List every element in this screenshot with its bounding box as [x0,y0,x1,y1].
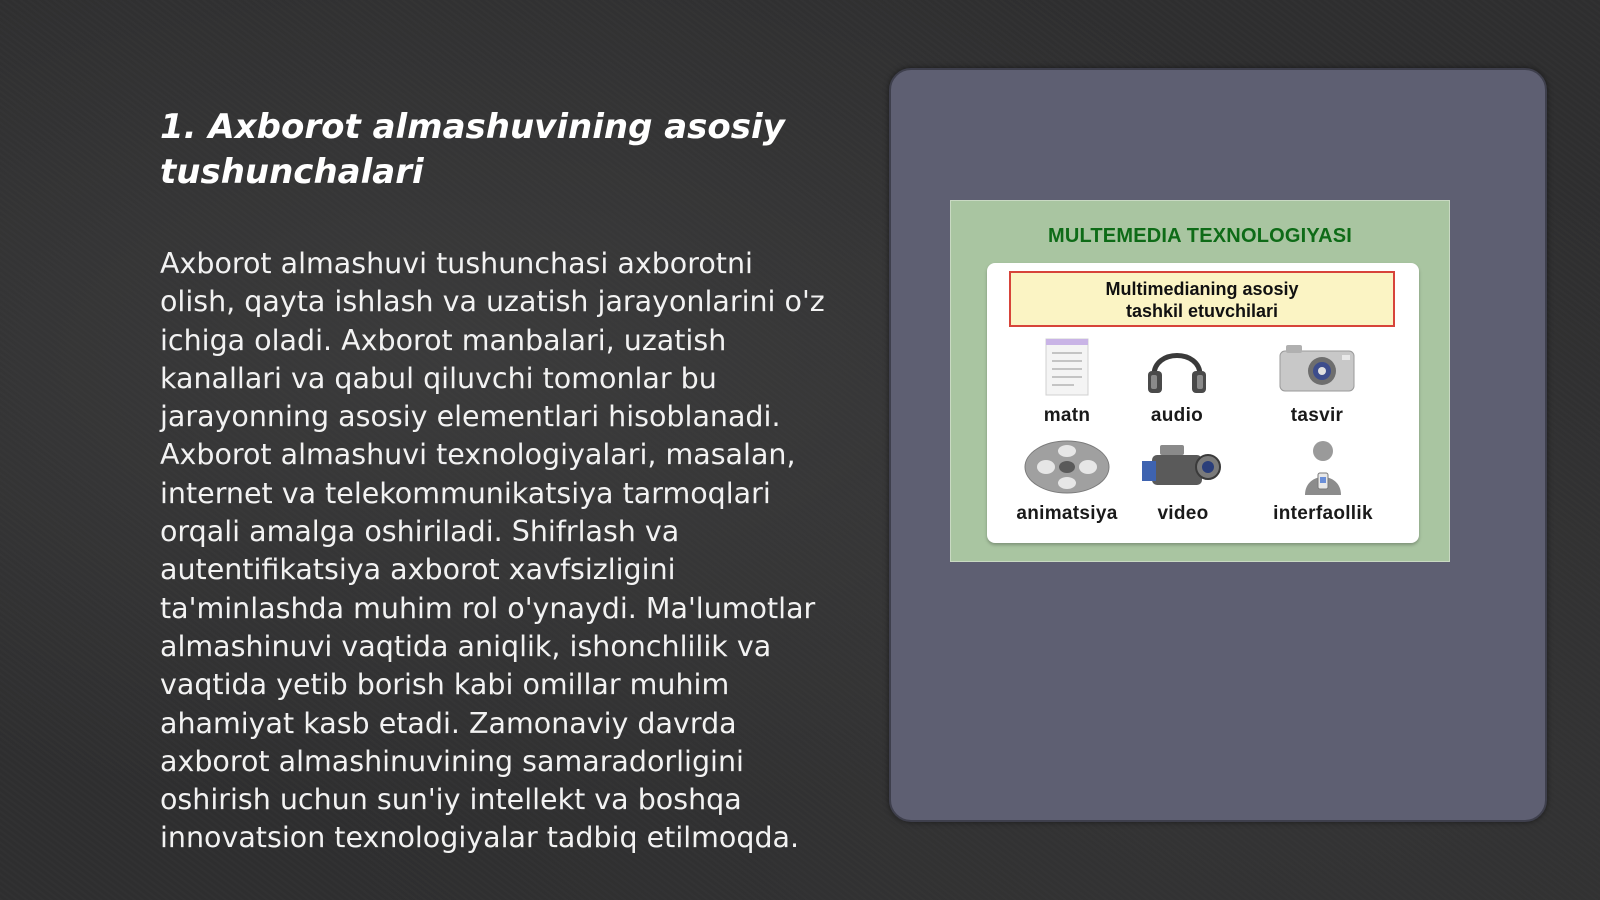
media-item-video [1113,437,1253,525]
figure-card [987,263,1419,543]
media-label: matn [1043,405,1091,426]
headphones-icon [1142,335,1212,399]
media-label: animatsiya [1016,503,1118,524]
video-camera-icon [1138,437,1228,497]
media-item-audio [1107,335,1247,427]
media-label: interfaollik [1273,503,1373,524]
multimedia-figure [950,200,1450,562]
media-item-tasvir [1247,335,1387,427]
film-reel-icon [1022,437,1112,497]
figure-heading: MULTEMEDIA TEXNOLOGIYASI [1047,225,1353,247]
text-document-icon [1032,335,1102,399]
figure-subtitle: Multimedianing asosiy tashkil etuvchilari [1009,271,1395,327]
media-label: audio [1150,405,1204,426]
media-label: video [1157,503,1209,524]
slide-body-text: Axborot almashuvi tushunchasi axborotni olish, qayta ishlash va uzatish jarayonlarini o'z ichiga oladi. Axborot manbalari, uzatish kanallari va qabul qiluvchi tomonlar bu jarayonning asosiy elementlari hisoblanadi. Axborot almashuvi texnologiyalari, masalan, internet va telekommunikatsiya tarmoqlari orqali amalga oshiriladi. Shifrlash va autentifikatsiya axborot xavfsizligini ta'minlashda muhim rol o'ynaydi. Ma'lumotlar almashinuvi vaqtida aniqlik, ishonchlilik va vaqtida yetib borish kabi omillar muhim ahamiyat kasb etadi. Zamonaviy davrda axborot almashinuvining samaradorligini oshirish uchun sun'iy intellekt va boshqa innovatsion texnologiyalar tadbiq etilmoqda. [160,247,825,855]
media-item-interfaollik [1253,437,1393,525]
slide-title: 1. Axborot almashuvining asosiy tushunchalari [160,107,785,192]
media-label: tasvir [1290,405,1344,426]
user-interaction-icon [1288,437,1358,497]
camera-icon [1272,335,1362,399]
